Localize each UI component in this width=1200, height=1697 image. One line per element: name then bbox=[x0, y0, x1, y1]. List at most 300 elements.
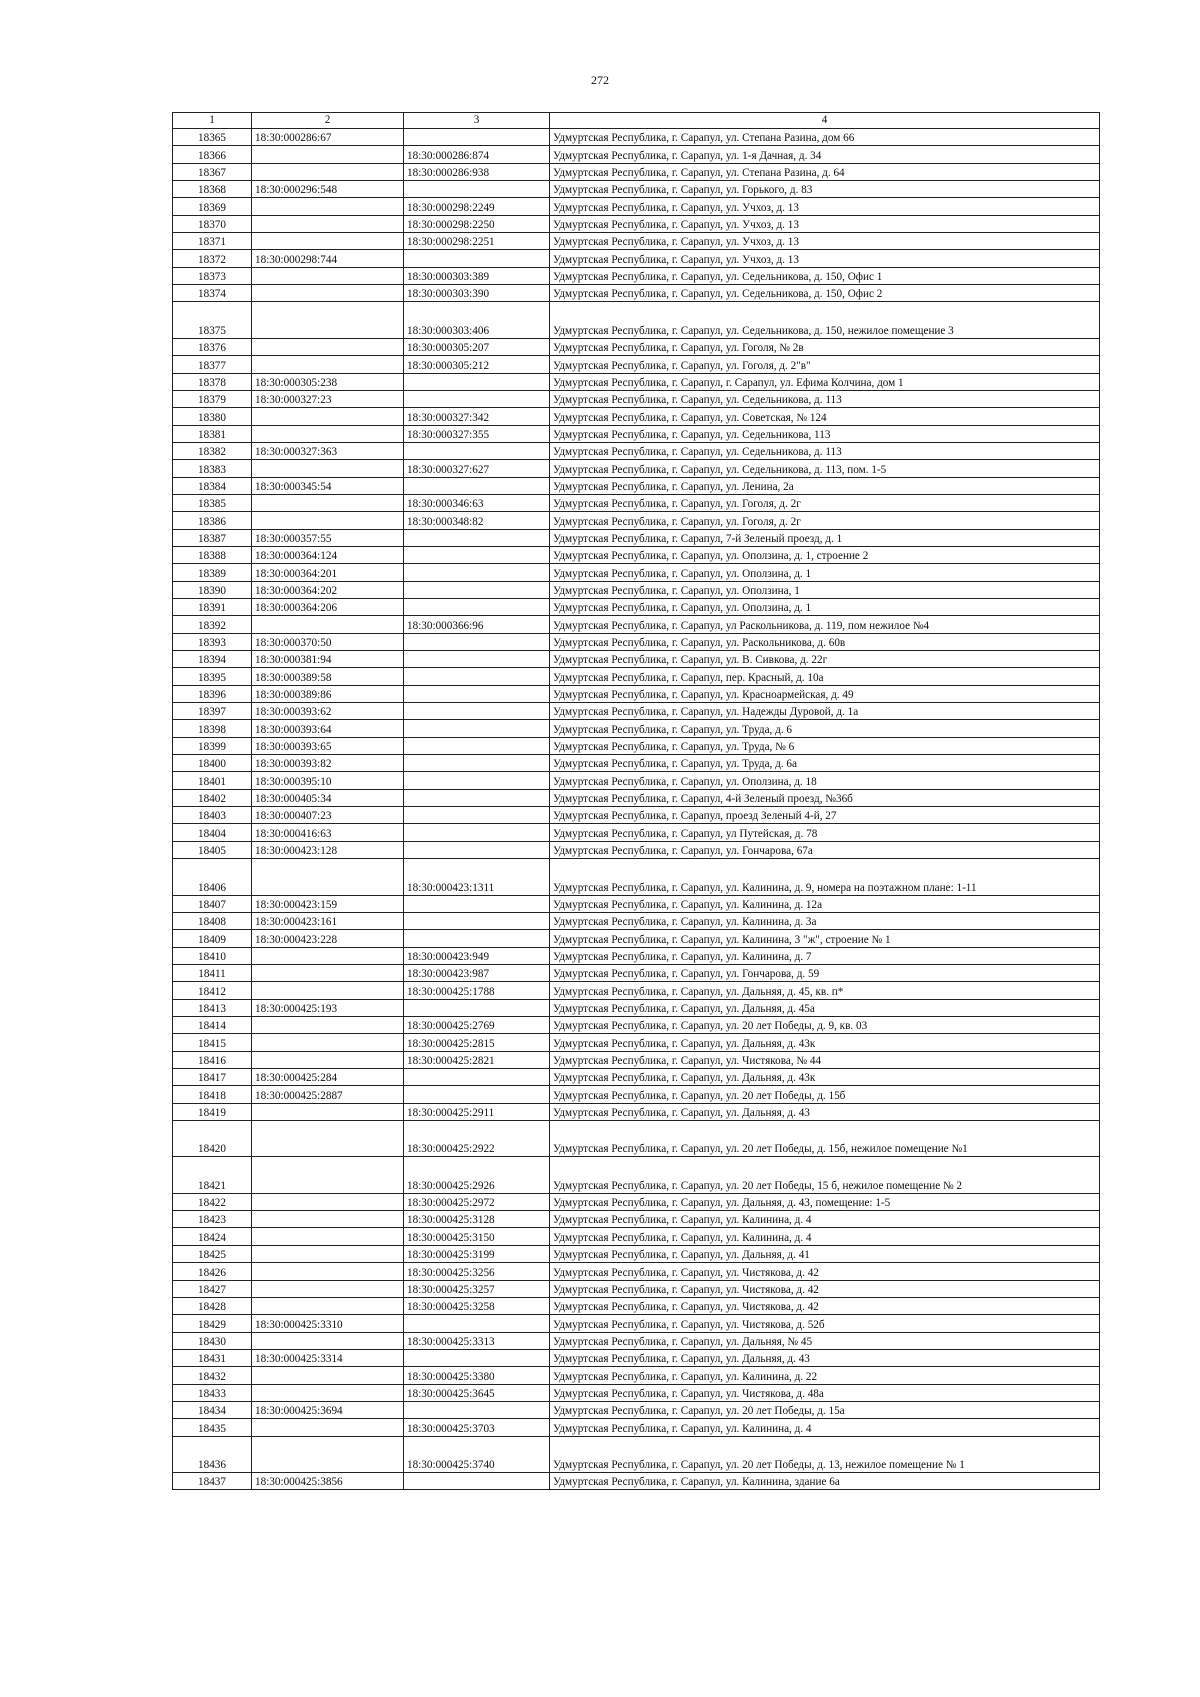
address-cell: Удмуртская Республика, г. Сарапул, ул. Калинина, здание 6а bbox=[550, 1472, 1100, 1489]
table-row bbox=[173, 215, 1100, 232]
cadastral-number-cell: 18:30:000425:193 bbox=[252, 999, 404, 1016]
cadastral-number-cell: 18:30:000393:65 bbox=[252, 737, 404, 754]
cadastral-number-alt-cell: 18:30:000425:2769 bbox=[404, 1016, 550, 1033]
cadastral-number-cell bbox=[252, 1228, 404, 1245]
table-row bbox=[173, 338, 1100, 355]
address-cell: Удмуртская Республика, г. Сарапул, ул. Учхоз, д. 13 bbox=[550, 215, 1100, 232]
address-cell: Удмуртская Республика, г. Сарапул, ул. Степана Разина, д. 64 bbox=[550, 163, 1100, 180]
cadastral-number-alt-cell bbox=[404, 999, 550, 1016]
row-number-cell: 18388 bbox=[173, 546, 252, 563]
table-row bbox=[173, 494, 1100, 511]
address-cell: Удмуртская Республика, г. Сарапул, пер. Красный, д. 10а bbox=[550, 668, 1100, 685]
cadastral-number-alt-cell bbox=[404, 529, 550, 546]
header-col-1: 1 bbox=[173, 113, 252, 129]
table-row bbox=[173, 267, 1100, 284]
table-row bbox=[173, 181, 1100, 198]
cadastral-number-alt-cell bbox=[404, 772, 550, 789]
row-number-cell: 18419 bbox=[173, 1103, 252, 1120]
row-number-cell: 18414 bbox=[173, 1016, 252, 1033]
table-row bbox=[173, 129, 1100, 146]
address-cell: Удмуртская Республика, г. Сарапул, ул. Дальняя, д. 41 bbox=[550, 1245, 1100, 1262]
cadastral-number-cell: 18:30:000370:50 bbox=[252, 633, 404, 650]
cadastral-number-alt-cell bbox=[404, 181, 550, 198]
cadastral-number-alt-cell bbox=[404, 129, 550, 146]
cadastral-number-alt-cell bbox=[404, 789, 550, 806]
address-cell: Удмуртская Республика, г. Сарапул, ул. Чистякова, д. 42 bbox=[550, 1297, 1100, 1314]
cadastral-number-cell bbox=[252, 460, 404, 477]
address-cell: Удмуртская Республика, г. Сарапул, ул. Седельникова, д. 150, Офис 1 bbox=[550, 267, 1100, 284]
row-number-cell: 18375 bbox=[173, 302, 252, 338]
cadastral-number-cell: 18:30:000425:284 bbox=[252, 1068, 404, 1085]
cadastral-number-alt-cell bbox=[404, 598, 550, 615]
cadastral-number-alt-cell bbox=[404, 807, 550, 824]
cadastral-number-alt-cell: 18:30:000286:874 bbox=[404, 146, 550, 163]
cadastral-number-alt-cell: 18:30:000425:2815 bbox=[404, 1034, 550, 1051]
row-number-cell: 18406 bbox=[173, 859, 252, 895]
row-number-cell: 18380 bbox=[173, 408, 252, 425]
cadastral-number-alt-cell: 18:30:000425:3128 bbox=[404, 1211, 550, 1228]
cadastral-number-alt-cell: 18:30:000425:2821 bbox=[404, 1051, 550, 1068]
table-row bbox=[173, 529, 1100, 546]
cadastral-number-cell: 18:30:000407:23 bbox=[252, 807, 404, 824]
table-row bbox=[173, 755, 1100, 772]
table-row bbox=[173, 1401, 1100, 1418]
registry-table bbox=[172, 112, 1100, 1490]
row-number-cell: 18407 bbox=[173, 895, 252, 912]
table-row bbox=[173, 302, 1100, 338]
address-cell: Удмуртская Республика, г. Сарапул, ул. Учхоз, д. 13 bbox=[550, 250, 1100, 267]
cadastral-number-alt-cell: 18:30:000425:3703 bbox=[404, 1419, 550, 1436]
cadastral-number-cell: 18:30:000395:10 bbox=[252, 772, 404, 789]
cadastral-number-alt-cell bbox=[404, 1068, 550, 1085]
cadastral-number-alt-cell: 18:30:000425:3258 bbox=[404, 1297, 550, 1314]
cadastral-number-cell bbox=[252, 1263, 404, 1280]
cadastral-number-cell bbox=[252, 1384, 404, 1401]
cadastral-number-cell bbox=[252, 215, 404, 232]
cadastral-number-alt-cell: 18:30:000303:406 bbox=[404, 302, 550, 338]
cadastral-number-alt-cell bbox=[404, 824, 550, 841]
table-row bbox=[173, 703, 1100, 720]
table-body bbox=[173, 129, 1100, 1490]
cadastral-number-alt-cell: 18:30:000303:389 bbox=[404, 267, 550, 284]
cadastral-number-alt-cell: 18:30:000425:3740 bbox=[404, 1436, 550, 1472]
cadastral-number-alt-cell: 18:30:000425:3199 bbox=[404, 1245, 550, 1262]
table-row bbox=[173, 1051, 1100, 1068]
table-row bbox=[173, 1315, 1100, 1332]
cadastral-number-cell bbox=[252, 1280, 404, 1297]
table-row bbox=[173, 912, 1100, 929]
cadastral-number-cell: 18:30:000364:202 bbox=[252, 581, 404, 598]
address-cell: Удмуртская Республика, г. Сарапул, ул Путейская, д. 78 bbox=[550, 824, 1100, 841]
table-row bbox=[173, 685, 1100, 702]
row-number-cell: 18433 bbox=[173, 1384, 252, 1401]
address-cell: Удмуртская Республика, г. Сарапул, ул. Горького, д. 83 bbox=[550, 181, 1100, 198]
row-number-cell: 18368 bbox=[173, 181, 252, 198]
cadastral-number-alt-cell bbox=[404, 1315, 550, 1332]
row-number-cell: 18418 bbox=[173, 1086, 252, 1103]
table-row bbox=[173, 930, 1100, 947]
row-number-cell: 18401 bbox=[173, 772, 252, 789]
cadastral-number-cell bbox=[252, 267, 404, 284]
table-row bbox=[173, 616, 1100, 633]
cadastral-number-cell: 18:30:000381:94 bbox=[252, 651, 404, 668]
row-number-cell: 18366 bbox=[173, 146, 252, 163]
table-row bbox=[173, 1349, 1100, 1366]
cadastral-number-alt-cell bbox=[404, 685, 550, 702]
table-row bbox=[173, 233, 1100, 250]
row-number-cell: 18394 bbox=[173, 651, 252, 668]
table-row bbox=[173, 1472, 1100, 1489]
address-cell: Удмуртская Республика, г. Сарапул, ул. Седельникова, д. 113 bbox=[550, 442, 1100, 459]
table-row bbox=[173, 1016, 1100, 1033]
table-row bbox=[173, 373, 1100, 390]
address-cell: Удмуртская Республика, г. Сарапул, ул. Седельникова, 113 bbox=[550, 425, 1100, 442]
cadastral-number-cell bbox=[252, 616, 404, 633]
address-cell: Удмуртская Республика, г. Сарапул, ул. Дальняя, д. 45, кв. п* bbox=[550, 982, 1100, 999]
address-cell: Удмуртская Республика, г. Сарапул, ул. 20 лет Победы, д. 15а bbox=[550, 1401, 1100, 1418]
cadastral-number-alt-cell: 18:30:000348:82 bbox=[404, 512, 550, 529]
table-row bbox=[173, 146, 1100, 163]
cadastral-number-alt-cell: 18:30:000305:212 bbox=[404, 356, 550, 373]
address-cell: Удмуртская Республика, г. Сарапул, ул. Чистякова, д. 42 bbox=[550, 1263, 1100, 1280]
address-cell: Удмуртская Республика, г. Сарапул, ул. Гоголя, д. 2г bbox=[550, 494, 1100, 511]
address-cell: Удмуртская Республика, г. Сарапул, ул. Гончарова, д. 59 bbox=[550, 964, 1100, 981]
cadastral-number-cell bbox=[252, 1121, 404, 1157]
cadastral-number-cell: 18:30:000327:363 bbox=[252, 442, 404, 459]
cadastral-number-alt-cell: 18:30:000423:949 bbox=[404, 947, 550, 964]
cadastral-number-alt-cell bbox=[404, 442, 550, 459]
cadastral-number-cell: 18:30:000423:228 bbox=[252, 930, 404, 947]
cadastral-number-cell bbox=[252, 1034, 404, 1051]
row-number-cell: 18370 bbox=[173, 215, 252, 232]
row-number-cell: 18400 bbox=[173, 755, 252, 772]
address-cell: Удмуртская Республика, г. Сарапул, ул. 1-я Дачная, д. 34 bbox=[550, 146, 1100, 163]
address-cell: Удмуртская Республика, г. Сарапул, ул. Калинина, д. 3а bbox=[550, 912, 1100, 929]
cadastral-number-alt-cell: 18:30:000327:355 bbox=[404, 425, 550, 442]
row-number-cell: 18434 bbox=[173, 1401, 252, 1418]
address-cell: Удмуртская Республика, г. Сарапул, ул. Гоголя, № 2в bbox=[550, 338, 1100, 355]
cadastral-number-alt-cell bbox=[404, 651, 550, 668]
row-number-cell: 18383 bbox=[173, 460, 252, 477]
cadastral-number-cell: 18:30:000364:206 bbox=[252, 598, 404, 615]
address-cell: Удмуртская Республика, г. Сарапул, ул. Дальняя, д. 43 bbox=[550, 1103, 1100, 1120]
cadastral-number-cell: 18:30:000286:67 bbox=[252, 129, 404, 146]
address-cell: Удмуртская Республика, г. Сарапул, ул. Калинина, д. 9, номера на поэтажном плане: 1-11 bbox=[550, 859, 1100, 895]
address-cell: Удмуртская Республика, г. Сарапул, ул. Калинина, д. 22 bbox=[550, 1367, 1100, 1384]
row-number-cell: 18435 bbox=[173, 1419, 252, 1436]
table-row bbox=[173, 408, 1100, 425]
cadastral-number-cell: 18:30:000389:86 bbox=[252, 685, 404, 702]
row-number-cell: 18403 bbox=[173, 807, 252, 824]
cadastral-number-cell: 18:30:000425:2887 bbox=[252, 1086, 404, 1103]
cadastral-number-cell bbox=[252, 425, 404, 442]
address-cell: Удмуртская Республика, г. Сарапул, ул. Гоголя, д. 2"в" bbox=[550, 356, 1100, 373]
address-cell: Удмуртская Республика, г. Сарапул, ул. Учхоз, д. 13 bbox=[550, 233, 1100, 250]
address-cell: Удмуртская Республика, г. Сарапул, ул. Ленина, 2а bbox=[550, 477, 1100, 494]
table-row bbox=[173, 564, 1100, 581]
cadastral-number-cell bbox=[252, 1193, 404, 1210]
address-cell: Удмуртская Республика, г. Сарапул, ул. Учхоз, д. 13 bbox=[550, 198, 1100, 215]
address-cell: Удмуртская Республика, г. Сарапул, ул. Калинина, д. 4 bbox=[550, 1211, 1100, 1228]
address-cell: Удмуртская Республика, г. Сарапул, ул. Степана Разина, дом 66 bbox=[550, 129, 1100, 146]
table-row bbox=[173, 982, 1100, 999]
address-cell: Удмуртская Республика, г. Сарапул, ул. Седельникова, д. 150, Офис 2 bbox=[550, 285, 1100, 302]
address-cell: Удмуртская Республика, г. Сарапул, ул. Оползина, д. 1, строение 2 bbox=[550, 546, 1100, 563]
address-cell: Удмуртская Республика, г. Сарапул, ул. Оползина, д. 1 bbox=[550, 598, 1100, 615]
cadastral-number-alt-cell bbox=[404, 390, 550, 407]
row-number-cell: 18393 bbox=[173, 633, 252, 650]
cadastral-number-cell bbox=[252, 494, 404, 511]
row-number-cell: 18367 bbox=[173, 163, 252, 180]
address-cell: Удмуртская Республика, г. Сарапул, ул. Красноармейская, д. 49 bbox=[550, 685, 1100, 702]
cadastral-number-cell: 18:30:000425:3314 bbox=[252, 1349, 404, 1366]
address-cell: Удмуртская Республика, г. Сарапул, ул. Труда, д. 6 bbox=[550, 720, 1100, 737]
address-cell: Удмуртская Республика, г. Сарапул, ул. Гончарова, 67а bbox=[550, 841, 1100, 858]
row-number-cell: 18430 bbox=[173, 1332, 252, 1349]
row-number-cell: 18395 bbox=[173, 668, 252, 685]
cadastral-number-alt-cell bbox=[404, 720, 550, 737]
table-row bbox=[173, 546, 1100, 563]
cadastral-number-alt-cell bbox=[404, 930, 550, 947]
address-cell: Удмуртская Республика, г. Сарапул, ул. Оползина, д. 1 bbox=[550, 564, 1100, 581]
row-number-cell: 18397 bbox=[173, 703, 252, 720]
cadastral-number-alt-cell: 18:30:000346:63 bbox=[404, 494, 550, 511]
cadastral-number-alt-cell bbox=[404, 895, 550, 912]
row-number-cell: 18392 bbox=[173, 616, 252, 633]
row-number-cell: 18371 bbox=[173, 233, 252, 250]
table-row bbox=[173, 947, 1100, 964]
cadastral-number-cell: 18:30:000423:161 bbox=[252, 912, 404, 929]
cadastral-number-cell: 18:30:000298:744 bbox=[252, 250, 404, 267]
row-number-cell: 18373 bbox=[173, 267, 252, 284]
address-cell: Удмуртская Республика, г. Сарапул, ул. Дальняя, д. 43, помещение: 1-5 bbox=[550, 1193, 1100, 1210]
cadastral-number-alt-cell bbox=[404, 564, 550, 581]
row-number-cell: 18376 bbox=[173, 338, 252, 355]
cadastral-number-alt-cell: 18:30:000425:3257 bbox=[404, 1280, 550, 1297]
cadastral-number-alt-cell: 18:30:000425:3380 bbox=[404, 1367, 550, 1384]
address-cell: Удмуртская Республика, г. Сарапул, ул. Седельникова, д. 150, нежилое помещение 3 bbox=[550, 302, 1100, 338]
cadastral-number-cell: 18:30:000425:3856 bbox=[252, 1472, 404, 1489]
cadastral-number-cell bbox=[252, 859, 404, 895]
address-cell: Удмуртская Республика, г. Сарапул, ул. Дальняя, д. 43к bbox=[550, 1034, 1100, 1051]
cadastral-number-cell bbox=[252, 512, 404, 529]
cadastral-number-alt-cell: 18:30:000298:2249 bbox=[404, 198, 550, 215]
table-row bbox=[173, 1228, 1100, 1245]
cadastral-number-cell bbox=[252, 1211, 404, 1228]
address-cell: Удмуртская Республика, г. Сарапул, ул. Дальняя, № 45 bbox=[550, 1332, 1100, 1349]
cadastral-number-cell: 18:30:000393:64 bbox=[252, 720, 404, 737]
cadastral-number-cell bbox=[252, 1436, 404, 1472]
row-number-cell: 18432 bbox=[173, 1367, 252, 1384]
row-number-cell: 18416 bbox=[173, 1051, 252, 1068]
cadastral-number-cell bbox=[252, 1332, 404, 1349]
cadastral-number-alt-cell: 18:30:000327:342 bbox=[404, 408, 550, 425]
table-row bbox=[173, 1332, 1100, 1349]
address-cell: Удмуртская Республика, г. Сарапул, ул. Чистякова, д. 52б bbox=[550, 1315, 1100, 1332]
table-row bbox=[173, 250, 1100, 267]
address-cell: Удмуртская Республика, г. Сарапул, проезд Зеленый 4-й, 27 bbox=[550, 807, 1100, 824]
cadastral-number-cell: 18:30:000305:238 bbox=[252, 373, 404, 390]
table-row bbox=[173, 895, 1100, 912]
table-row bbox=[173, 442, 1100, 459]
table-row bbox=[173, 1121, 1100, 1157]
cadastral-number-alt-cell bbox=[404, 633, 550, 650]
row-number-cell: 18424 bbox=[173, 1228, 252, 1245]
row-number-cell: 18396 bbox=[173, 685, 252, 702]
cadastral-number-cell bbox=[252, 982, 404, 999]
address-cell: Удмуртская Республика, г. Сарапул, ул. 20 лет Победы, д. 15б, нежилое помещение №1 bbox=[550, 1121, 1100, 1157]
page-number: 272 bbox=[591, 73, 609, 87]
cadastral-number-alt-cell bbox=[404, 1472, 550, 1489]
cadastral-number-cell bbox=[252, 947, 404, 964]
table-row bbox=[173, 789, 1100, 806]
table-row bbox=[173, 1034, 1100, 1051]
address-cell: Удмуртская Республика, г. Сарапул, ул. Труда, № 6 bbox=[550, 737, 1100, 754]
address-cell: Удмуртская Республика, г. Сарапул, ул. Калинина, 3 "ж", строение № 1 bbox=[550, 930, 1100, 947]
cadastral-number-cell: 18:30:000423:128 bbox=[252, 841, 404, 858]
row-number-cell: 18425 bbox=[173, 1245, 252, 1262]
row-number-cell: 18421 bbox=[173, 1157, 252, 1193]
address-cell: Удмуртская Республика, г. Сарапул, ул Раскольникова, д. 119, пом нежилое №4 bbox=[550, 616, 1100, 633]
address-cell: Удмуртская Республика, г. Сарапул, ул. 20 лет Победы, д. 13, нежилое помещение № 1 bbox=[550, 1436, 1100, 1472]
cadastral-number-alt-cell bbox=[404, 1401, 550, 1418]
row-number-cell: 18378 bbox=[173, 373, 252, 390]
table-row bbox=[173, 356, 1100, 373]
address-cell: Удмуртская Республика, г. Сарапул, ул. Калинина, д. 4 bbox=[550, 1228, 1100, 1245]
cadastral-number-alt-cell: 18:30:000425:3645 bbox=[404, 1384, 550, 1401]
table-row bbox=[173, 633, 1100, 650]
row-number-cell: 18369 bbox=[173, 198, 252, 215]
table-row bbox=[173, 1436, 1100, 1472]
row-number-cell: 18379 bbox=[173, 390, 252, 407]
cadastral-number-cell bbox=[252, 1051, 404, 1068]
cadastral-number-alt-cell: 18:30:000298:2251 bbox=[404, 233, 550, 250]
cadastral-number-cell bbox=[252, 1367, 404, 1384]
header-col-3: 3 bbox=[404, 113, 550, 129]
cadastral-number-cell bbox=[252, 285, 404, 302]
cadastral-number-cell bbox=[252, 408, 404, 425]
address-cell: Удмуртская Республика, г. Сарапул, ул. Чистякова, д. 42 bbox=[550, 1280, 1100, 1297]
table-row bbox=[173, 1297, 1100, 1314]
table-row bbox=[173, 425, 1100, 442]
cadastral-number-alt-cell: 18:30:000425:2911 bbox=[404, 1103, 550, 1120]
cadastral-number-cell bbox=[252, 1297, 404, 1314]
address-cell: Удмуртская Республика, г. Сарапул, ул. Дальняя, д. 45а bbox=[550, 999, 1100, 1016]
row-number-cell: 18405 bbox=[173, 841, 252, 858]
cadastral-number-alt-cell: 18:30:000425:2972 bbox=[404, 1193, 550, 1210]
cadastral-number-cell: 18:30:000296:548 bbox=[252, 181, 404, 198]
table-row bbox=[173, 1103, 1100, 1120]
table-row bbox=[173, 1086, 1100, 1103]
cadastral-number-alt-cell bbox=[404, 546, 550, 563]
address-cell: Удмуртская Республика, г. Сарапул, ул. В. Сивкова, д. 22г bbox=[550, 651, 1100, 668]
address-cell: Удмуртская Республика, г. Сарапул, ул. Дальняя, д. 43к bbox=[550, 1068, 1100, 1085]
row-number-cell: 18391 bbox=[173, 598, 252, 615]
cadastral-number-cell bbox=[252, 198, 404, 215]
row-number-cell: 18436 bbox=[173, 1436, 252, 1472]
cadastral-number-alt-cell: 18:30:000366:96 bbox=[404, 616, 550, 633]
cadastral-number-cell bbox=[252, 1103, 404, 1120]
cadastral-number-cell: 18:30:000423:159 bbox=[252, 895, 404, 912]
address-cell: Удмуртская Республика, г. Сарапул, ул. Оползина, 1 bbox=[550, 581, 1100, 598]
table-row bbox=[173, 772, 1100, 789]
cadastral-number-alt-cell bbox=[404, 250, 550, 267]
table-row bbox=[173, 460, 1100, 477]
cadastral-number-alt-cell: 18:30:000425:2922 bbox=[404, 1121, 550, 1157]
cadastral-number-alt-cell: 18:30:000423:1311 bbox=[404, 859, 550, 895]
table-row bbox=[173, 390, 1100, 407]
cadastral-number-alt-cell: 18:30:000298:2250 bbox=[404, 215, 550, 232]
address-cell: Удмуртская Республика, г. Сарапул, ул. Калинина, д. 7 bbox=[550, 947, 1100, 964]
address-cell: Удмуртская Республика, г. Сарапул, 7-й Зеленый проезд, д. 1 bbox=[550, 529, 1100, 546]
row-number-cell: 18422 bbox=[173, 1193, 252, 1210]
row-number-cell: 18428 bbox=[173, 1297, 252, 1314]
row-number-cell: 18402 bbox=[173, 789, 252, 806]
address-cell: Удмуртская Республика, г. Сарапул, ул. Оползина, д. 18 bbox=[550, 772, 1100, 789]
cadastral-number-cell: 18:30:000416:63 bbox=[252, 824, 404, 841]
table-row bbox=[173, 198, 1100, 215]
cadastral-number-cell: 18:30:000425:3694 bbox=[252, 1401, 404, 1418]
cadastral-number-alt-cell bbox=[404, 1086, 550, 1103]
cadastral-number-alt-cell: 18:30:000305:207 bbox=[404, 338, 550, 355]
row-number-cell: 18408 bbox=[173, 912, 252, 929]
cadastral-number-alt-cell bbox=[404, 373, 550, 390]
header-col-4: 4 bbox=[550, 113, 1100, 129]
table-row bbox=[173, 163, 1100, 180]
address-cell: Удмуртская Республика, г. Сарапул, ул. Надежды Дуровой, д. 1а bbox=[550, 703, 1100, 720]
cadastral-number-cell: 18:30:000405:34 bbox=[252, 789, 404, 806]
row-number-cell: 18413 bbox=[173, 999, 252, 1016]
address-cell: Удмуртская Республика, г. Сарапул, ул. Калинина, д. 4 bbox=[550, 1419, 1100, 1436]
table-row bbox=[173, 651, 1100, 668]
cadastral-number-cell bbox=[252, 1245, 404, 1262]
table-row bbox=[173, 1367, 1100, 1384]
row-number-cell: 18431 bbox=[173, 1349, 252, 1366]
cadastral-number-alt-cell bbox=[404, 755, 550, 772]
cadastral-number-alt-cell bbox=[404, 668, 550, 685]
table-row bbox=[173, 737, 1100, 754]
table-row bbox=[173, 720, 1100, 737]
table-row bbox=[173, 1157, 1100, 1193]
table-row bbox=[173, 859, 1100, 895]
cadastral-number-cell bbox=[252, 338, 404, 355]
address-cell: Удмуртская Республика, г. Сарапул, ул. Раскольникова, д. 60в bbox=[550, 633, 1100, 650]
cadastral-number-alt-cell: 18:30:000286:938 bbox=[404, 163, 550, 180]
row-number-cell: 18374 bbox=[173, 285, 252, 302]
header-col-2: 2 bbox=[252, 113, 404, 129]
cadastral-number-alt-cell bbox=[404, 1349, 550, 1366]
cadastral-number-cell bbox=[252, 964, 404, 981]
cadastral-number-cell bbox=[252, 1016, 404, 1033]
row-number-cell: 18365 bbox=[173, 129, 252, 146]
row-number-cell: 18386 bbox=[173, 512, 252, 529]
table-row bbox=[173, 1263, 1100, 1280]
address-cell: Удмуртская Республика, г. Сарапул, ул. Калинина, д. 12а bbox=[550, 895, 1100, 912]
cadastral-number-cell bbox=[252, 302, 404, 338]
table-row bbox=[173, 512, 1100, 529]
address-cell: Удмуртская Республика, г. Сарапул, ул. 20 лет Победы, д. 15б bbox=[550, 1086, 1100, 1103]
cadastral-number-alt-cell: 18:30:000303:390 bbox=[404, 285, 550, 302]
row-number-cell: 18415 bbox=[173, 1034, 252, 1051]
table-row bbox=[173, 1193, 1100, 1210]
table-row bbox=[173, 1068, 1100, 1085]
row-number-cell: 18384 bbox=[173, 477, 252, 494]
cadastral-number-cell: 18:30:000327:23 bbox=[252, 390, 404, 407]
cadastral-number-cell: 18:30:000425:3310 bbox=[252, 1315, 404, 1332]
row-number-cell: 18417 bbox=[173, 1068, 252, 1085]
table-row bbox=[173, 598, 1100, 615]
cadastral-number-alt-cell bbox=[404, 703, 550, 720]
